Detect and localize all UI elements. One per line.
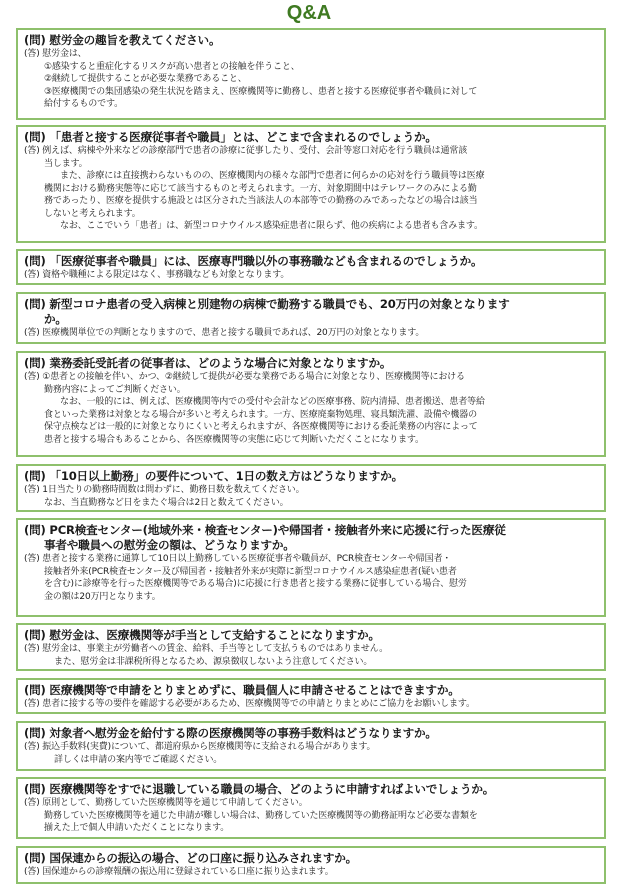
question: (問) 医療機関等で申請をとりまとめずに、職員個人に申請させることはできますか。 xyxy=(24,683,460,697)
question: (問) 国保連からの振込の場合、どの口座に振り込みされますか。 xyxy=(24,851,358,865)
answer: (答) 資格や職種による限定はなく、事務職なども対象となります。 xyxy=(24,270,290,280)
question: (問) 慰労金の趣旨を教えてください。 xyxy=(24,33,221,47)
question: (問) 対象者へ慰労金を給付する際の医療機関等の事務手数料はどうなりますか。 xyxy=(24,726,437,740)
qa-item xyxy=(16,721,606,771)
qa-item xyxy=(16,678,606,714)
question: (問) 医療機関等をすでに退職している職員の場合、どのように申請すればよいでしょうか。 xyxy=(24,782,495,796)
qa-item xyxy=(16,846,606,884)
qa-item xyxy=(16,518,606,617)
answer: (答) 医療機関単位での判断となりますので、患者と接する職員であれば、20万円の対象となります。 xyxy=(24,328,425,338)
question: (問) 新型コロナ患者の受入病棟と別建物の病棟で勤務する職員でも、20万円の対象となります か。 xyxy=(24,297,510,326)
qa-item xyxy=(16,292,606,344)
question: (問) 慰労金は、医療機関等が手当として支給することになりますか。 xyxy=(24,628,380,642)
answer: (答) 国保連からの診療報酬の振込用に登録されている口座に振り込まれます。 xyxy=(24,867,334,877)
answer: (答) 慰労金は、 ①感染すると重症化するリスクが高い患者との接触を伴うこと、 ②継続して提供することが必要な業務であること、 ③医療機関での集団感染の発生状況を踏まえ、医療機関等に勤務し、患者と接する医療従事者や職員に対して 給付するものです。 xyxy=(24,49,478,109)
answer: (答) 振込手数料(実費)について、都道府県から医療機関等に支給される場合があります。 詳しくは申請の案内等でご確認ください。 xyxy=(24,742,376,765)
answer: (答) 患者と接する業務に通算して10日以上勤務している医療従事者や職員が、PCR検査センターや帰国者・ 接触者外来(PCR検査センター及び帰国者・接触者外来が実際に新型コロナウイルス感染症患者(疑い患者 を含む)に診療等を行った医療機関等である場合)に応援に行き患者と接する業務に従事している場合、慰労 金の額は20万円となります。 xyxy=(24,554,467,602)
question: (問) 「医療従事者や職員」には、医療専門職以外の事務職なども含まれるのでしょうか。 xyxy=(24,254,483,268)
question: (問) 「10日以上勤務」の要件について、1日の数え方はどうなりますか。 xyxy=(24,469,403,483)
answer: (答) 慰労金は、事業主が労働者への賃金、給料、手当等として支払うものではありません。 また、慰労金は非課税所得となるため、源泉徴収しないよう注意してください。 xyxy=(24,644,388,667)
question: (問) 業務委託受託者の従事者は、どのような場合に対象となりますか。 xyxy=(24,356,392,370)
qa-item xyxy=(16,777,606,839)
qa-item xyxy=(16,125,606,243)
qa-item xyxy=(16,28,606,120)
answer: (答) 例えば、病棟や外来などの診療部門で患者の診療に従事したり、受付、会計等窓口対応を行う職員は通常該 当します。 また、診療には直接携わらないものの、医療機関内の様々な部門で患者に何らかの応対を行う職員等は医療 機関における勤務実態等に応じて該当するものと考えられます。一方、対象期間中はテレワークのみによる勤 務であったり、医療を提供する施設とは区分された当該法人の本部等での勤務のみであったなどの場合は該当 しないと考えられます。 なお、ここでいう「患者」は、新型コロナウイルス感染症患者に限らず、他の疾病による患者も含みます。 xyxy=(24,146,485,231)
page-title: Q&A xyxy=(286,2,332,24)
answer: (答) 患者に接する等の要件を確認する必要があるため、医療機関等での申請とりまとめにご協力をお願いします。 xyxy=(24,699,475,709)
question: (問) PCR検査センター(地域外来・検査センター)や帰国者・接触者外来に応援に行った医療従 事者や職員への慰労金の額は、どうなりますか。 xyxy=(24,523,506,552)
qa-item xyxy=(16,623,606,671)
answer: (答) 原則として、勤務していた医療機関等を通じて申請してください。 勤務していた医療機関等を通じた申請が難しい場合は、勤務していた医療機関等の勤務証明など必要な書類を 揃えた上で個人申請いただくことになります。 xyxy=(24,798,478,833)
question: (問) 「患者と接する医療従事者や職員」とは、どこまで含まれるのでしょうか。 xyxy=(24,130,437,144)
answer: (答) ①患者との接触を伴い、かつ、②継続して提供が必要な業務である場合に対象となり、医療機関等における 勤務内容によってご判断ください。 なお、一般的には、例えば、医療機関等内での受付や会計などの医療事務、院内清掃、患者搬送、患者等給 食といった業務は対象となる場合が多いと考えられます。一方、医療廃棄物処理、寝具類洗濯、設備や機器の 保守点検などは一般的に対象となりにくいと考えられますが、各医療機関等における委託業務の内容によって 患者と接する場合もあることから、各医療機関等の実態に応じて判断いただくことになります。 xyxy=(24,372,485,445)
qa-item xyxy=(16,249,606,285)
answer: (答) 1日当たりの勤務時間数は問わずに、勤務日数を数えてください。 なお、当直勤務など日をまたぐ場合は2日と数えてください。 xyxy=(24,485,305,508)
qa-item xyxy=(16,351,606,457)
qa-item xyxy=(16,464,606,512)
